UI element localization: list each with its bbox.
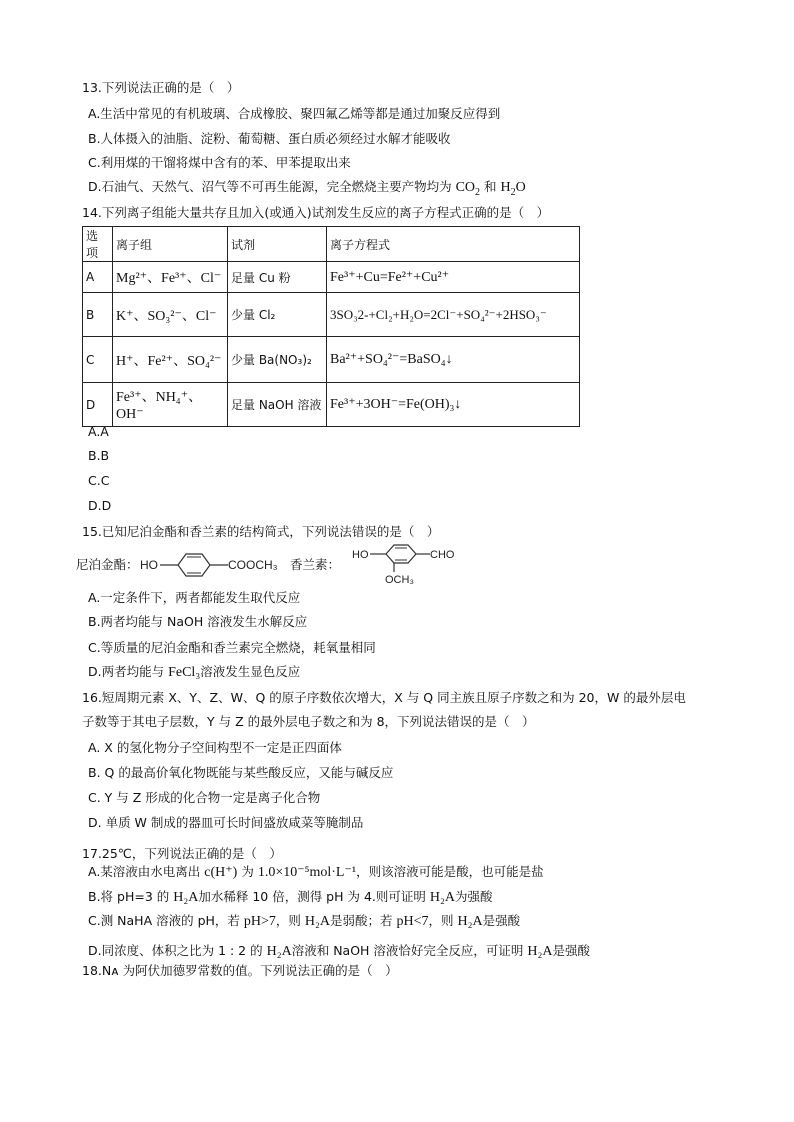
q15-label-vanillin: 香兰素：: [290, 557, 341, 572]
table-cell-equation: Fe³⁺+3OH⁻=Fe(OH)₃↓: [327, 383, 580, 427]
q14-choice-d: D.D: [88, 498, 112, 513]
table-row: [83, 383, 580, 427]
table-header-cell: 离子方程式: [327, 227, 580, 262]
structure-label: HO: [140, 558, 158, 572]
q15-option-d: D.两者均能与 FeCl₃溶液发生显色反应: [88, 664, 301, 680]
table-cell-equation: 3SO₃2-+Cl₂+H₂O=2Cl⁻+SO₄²⁻+2HSO₃⁻: [327, 293, 580, 337]
table-cell-equation: Ba²⁺+SO₄²⁻=BaSO₄↓: [327, 337, 580, 383]
q14-stem: 14.下列离子组能大量共存且加入(或通入)试剂发生反应的离子方程式正确的是（ ）: [82, 205, 550, 220]
table-row: [83, 262, 580, 293]
table-cell-ions: Fe³⁺、NH₄⁺、OH⁻: [113, 383, 228, 427]
table-cell-equation: Fe³⁺+Cu=Fe²⁺+Cu²⁺: [327, 262, 580, 293]
table-row: [83, 337, 580, 383]
q15-option-c: C.等质量的尼泊金酯和香兰素完全燃烧，耗氧量相同: [88, 640, 376, 655]
q14-choice-b: B.B: [88, 448, 110, 463]
q17-stem: 17.25℃，下列说法正确的是（ ）: [82, 846, 282, 861]
q13-stem: 13.下列说法正确的是（ ）: [82, 80, 240, 95]
table-row: [83, 293, 580, 337]
q16-option-c: C. Y 与 Z 形成的化合物一定是离子化合物: [88, 790, 321, 805]
table-cell-option: A: [83, 262, 113, 293]
table-header-row: [83, 227, 580, 262]
nipagin-ester-structure: [140, 548, 290, 580]
table-cell-reagent: 少量 Cl₂: [228, 293, 327, 337]
q16-stem-line2: 子数等于其电子层数，Y 与 Z 的最外层电子数之和为 8，下列说法错误的是（ ）: [82, 714, 535, 729]
table-cell-ions: H⁺、Fe²⁺、SO₄²⁻: [113, 337, 228, 383]
table-cell-ions: K⁺、SO₃²⁻、Cl⁻: [113, 293, 228, 337]
table-header-cell: 离子组: [113, 227, 228, 262]
table-cell-option: B: [83, 293, 113, 337]
q14-choice-a: A.A: [88, 424, 109, 439]
q17-option-b: B.将 pH=3 的 H₂A加水稀释 10 倍，测得 pH 为 4.则可证明 H₂A为强酸: [88, 889, 493, 905]
table-cell-reagent: 少量 Ba(NO₃)₂: [228, 337, 327, 383]
structure-label: OCH₃: [385, 574, 414, 586]
q13-option-c: C.利用煤的干馏将煤中含有的苯、甲苯提取出来: [88, 155, 351, 170]
q18-stem: 18.Nᴀ 为阿伏加德罗常数的值。下列说法正确的是（ ）: [82, 963, 398, 978]
ion-table: [82, 226, 580, 427]
q17-option-d: D.同浓度、体积之比为 1 : 2 的 H₂A溶液和 NaOH 溶液恰好完全反应，可证明 H₂A是强酸: [88, 943, 591, 959]
q14-choice-c: C.C: [88, 473, 110, 488]
q17-option-c: C.测 NaHA 溶液的 pH，若 pH>7，则 H₂A是弱酸；若 pH<7，则 H₂A是强酸: [88, 913, 521, 929]
table-cell-ions: Mg²⁺、Fe³⁺、Cl⁻: [113, 262, 228, 293]
q15-option-a: A.一定条件下，两者都能发生取代反应: [88, 590, 301, 605]
table-cell-option: C: [83, 337, 113, 383]
q15-option-b: B.两者均能与 NaOH 溶液发生水解反应: [88, 614, 308, 629]
q13-option-b: B.人体摄入的油脂、淀粉、葡萄糖、蛋白质必须经过水解才能吸收: [88, 131, 451, 146]
q16-stem-line1: 16.短周期元素 X、Y、Z、W、Q 的原子序数依次增大，X 与 Q 同主族且原子序数之和为 20，W 的最外层电: [82, 690, 686, 705]
q15-stem: 15.已知尼泊金酯和香兰素的结构简式，下列说法错误的是（ ）: [82, 524, 440, 539]
q13-option-d: D.石油气、天然气、沼气等不可再生能源，完全燃烧主要产物均为 $CO_2$ 和 $H_2O$: [88, 179, 526, 198]
q16-option-d: D. 单质 W 制成的器皿可长时间盛放咸菜等腌制品: [88, 815, 364, 830]
table-header-cell: 选项: [83, 227, 113, 262]
structure-label: HO: [352, 549, 369, 561]
table-cell-option: D: [83, 383, 113, 427]
table-header-cell: 试剂: [228, 227, 327, 262]
table-cell-reagent: 足量 NaOH 溶液: [228, 383, 327, 427]
structure-label: CHO: [430, 549, 455, 561]
q16-option-b: B. Q 的最高价氧化物既能与某些酸反应，又能与碱反应: [88, 765, 394, 780]
table-cell-reagent: 足量 Cu 粉: [228, 262, 327, 293]
vanillin-structure: [352, 542, 492, 586]
q15-label-nipagin: 尼泊金酯：: [76, 557, 139, 572]
q13-option-a: A.生活中常见的有机玻璃、合成橡胶、聚四氟乙烯等都是通过加聚反应得到: [88, 106, 501, 121]
q16-option-a: A. X 的氢化物分子空间构型不一定是正四面体: [88, 740, 342, 755]
q17-option-a: A.某溶液由水电离出 c(H⁺) 为 1.0×10⁻⁵mol·L⁻¹，则该溶液可能是酸，也可能是盐: [88, 864, 544, 880]
structure-label: COOCH₃: [228, 558, 278, 572]
